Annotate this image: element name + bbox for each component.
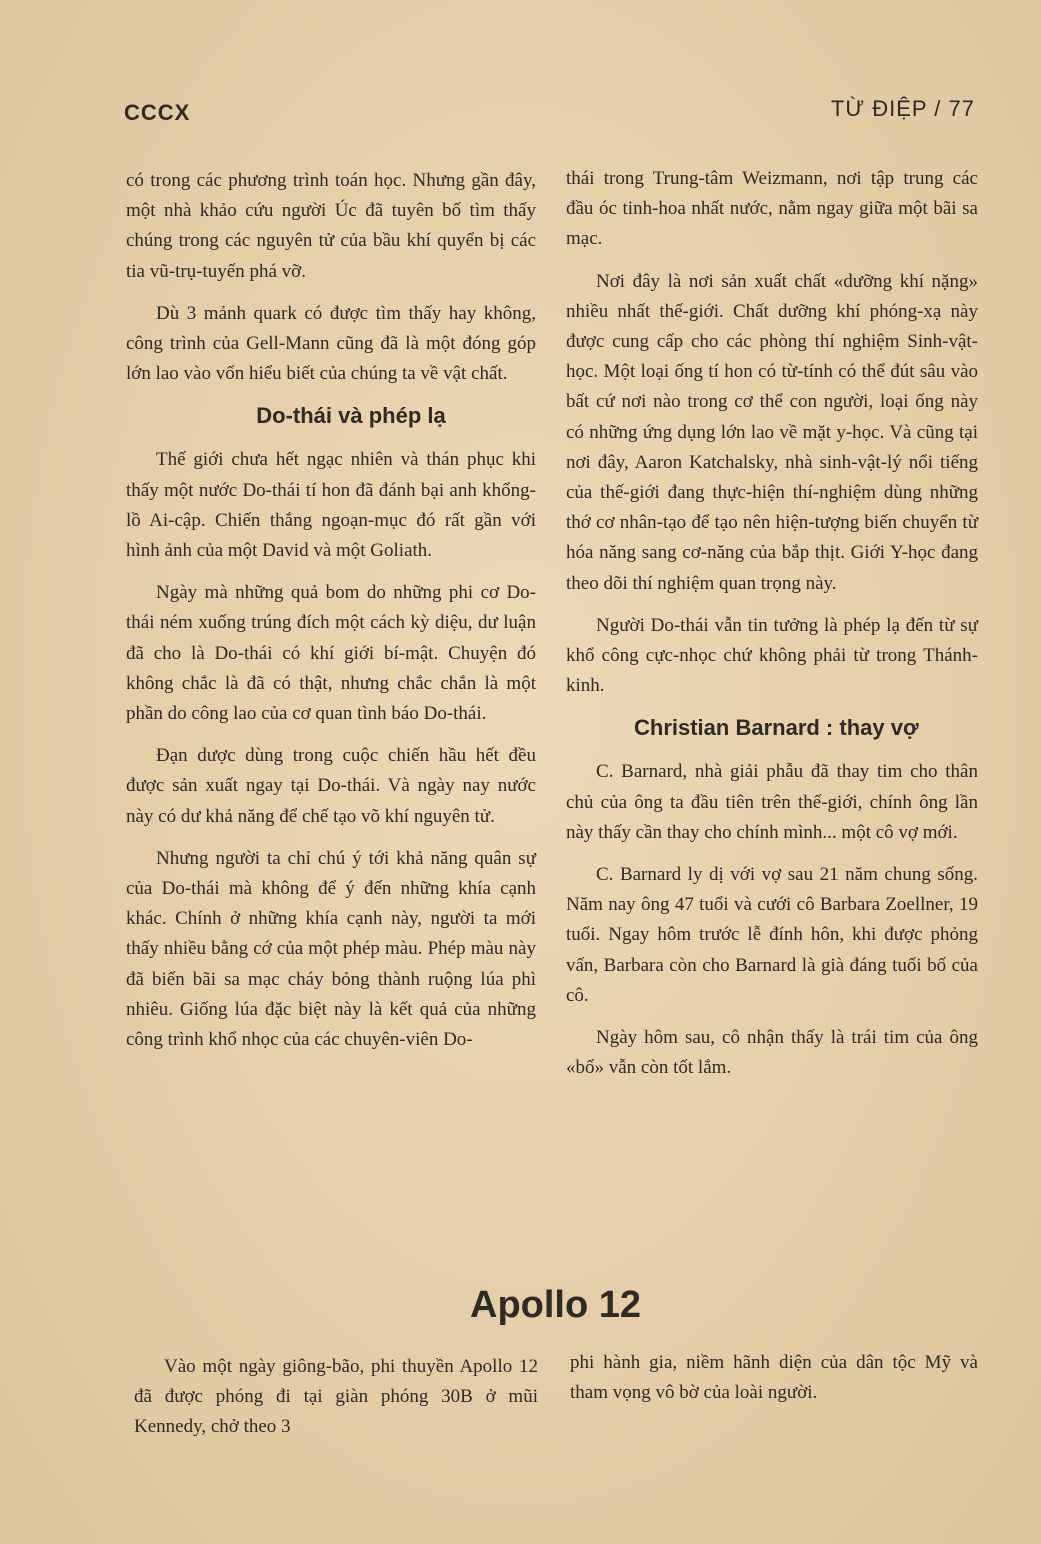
running-header: TỪ ĐIỆP / 77	[830, 96, 975, 121]
paragraph: Đạn dược dùng trong cuộc chiến hầu hết đều được sản xuất ngay tại Do-thái. Và ngày nay nước này có dư khả năng để chế tạo võ khí nguyên tử.	[126, 745, 536, 827]
paragraph: C. Barnard, nhà giải phẫu đã thay tim cho thân chủ của ông ta đầu tiên trên thế-giới, chính ông lần này thấy cần thay cho chính mình... một cô vợ mới.	[566, 761, 978, 843]
paragraph: Ngày hôm sau, cô nhận thấy là trái tim của ông «bố» vẫn còn tốt lắm.	[566, 1027, 978, 1079]
apollo-right-column	[570, 1348, 978, 1408]
paragraph: Thế giới chưa hết ngạc nhiên và thán phục khi thấy một nước Do-thái tí hon đã đánh bại anh khổng-lồ Ai-cập. Chiến thắng ngoạn-mục đó rất gần với hình ảnh của một David và một Goliath.	[126, 449, 536, 562]
paragraph: Người Do-thái vẫn tin tưởng là phép lạ đến từ sự khổ công cực-nhọc chứ không phải từ trong Thánh-kinh.	[566, 614, 978, 697]
left-column	[126, 166, 536, 1055]
section-title-barnard: Christian Barnard : thay vợ	[634, 715, 919, 741]
paragraph: phi hành gia, niềm hãnh diện của dân tộc Mỹ và tham vọng vô bờ của loài người.	[570, 1352, 978, 1404]
paragraph: Dù 3 mảnh quark có được tìm thấy hay không, công trình của Gell-Mann cũng đã là một đóng góp lớn lao vào vốn hiểu biết của chúng ta về vật chất.	[126, 302, 536, 385]
page-section-label: CCCX	[124, 100, 191, 125]
paragraph: C. Barnard ly dị với vợ sau 21 năm chung sống. Năm nay ông 47 tuổi và cưới cô Barbara Zoellner, 19 tuổi. Ngay hôm trước lễ đính hôn, khi được phỏng vấn, Barbara còn cho Barnard là già đáng tuổi bố của cô.	[566, 864, 978, 1006]
paragraph: Nơi đây là nơi sản xuất chất «dưỡng khí nặng» nhiều nhất thế-giới. Chất dưỡng khí phóng-xạ này được cung cấp cho các phòng thí nghiệm Sinh-vật-học. Một loại ống tí hon có từ-tính có thể đút sâu vào bất cứ nơi nào trong cơ thể con người, loại ống này có những ứng dụng lớn lao về mặt y-học. Và cũng tại nơi đây, Aaron Katchalsky, nhà sinh-vật-lý nổi tiếng của thế-giới đang thực-hiện thí-nghiệm dùng những thớ cơ nhân-tạo để tạo nên hiện-tượng biến chuyển từ hóa năng sang cơ-năng của bắp thịt. Giới Y-học đang theo dõi thí nghiệm quan trọng này.	[566, 270, 978, 594]
section-title-apollo: Apollo 12	[470, 1284, 642, 1326]
paragraph: có trong các phương trình toán học. Nhưng gần đây, một nhà khảo cứu người Úc đã tuyên bố tìm thấy chúng trong các nguyên tử của bầu khí quyển bị các tia vũ-trụ-tuyến phá vỡ.	[126, 170, 536, 282]
section-title-jewish-miracle: Do-thái và phép lạ	[256, 403, 446, 429]
right-column	[566, 164, 978, 1083]
paragraph: Nhưng người ta chỉ chú ý tới khả năng quân sự của Do-thái mà không để ý đến những khía cạnh khác. Chính ở những khía cạnh này, người ta mới thấy nhiều bằng cớ của một phép màu. Phép màu này đã biến bãi sa mạc cháy bỏng thành ruộng lúa phì nhiêu. Giống lúa đặc biệt này là kết quả của những công trình khổ nhọc của các chuyên-viên Do-	[126, 847, 536, 1051]
paragraph: thái trong Trung-tâm Weizmann, nơi tập trung các đầu óc tinh-hoa nhất nước, nằm ngay giữa một bãi sa mạc.	[566, 168, 978, 250]
paragraph: Vào một ngày giông-bão, phi thuyền Apollo 12 đã được phóng đi tại giàn phóng 30B ở mũi Kennedy, chở theo 3	[134, 1356, 538, 1438]
apollo-left-column	[134, 1352, 538, 1443]
paragraph: Ngày mà những quả bom do những phi cơ Do-thái ném xuống trúng đích một cách kỳ diệu, dư luận đã cho là Do-thái có khí giới bí-mật. Chuyện đó không chắc là đã có thật, nhưng chắc chắn là một phần do công lao của cơ quan tình báo Do-thái.	[126, 582, 536, 725]
